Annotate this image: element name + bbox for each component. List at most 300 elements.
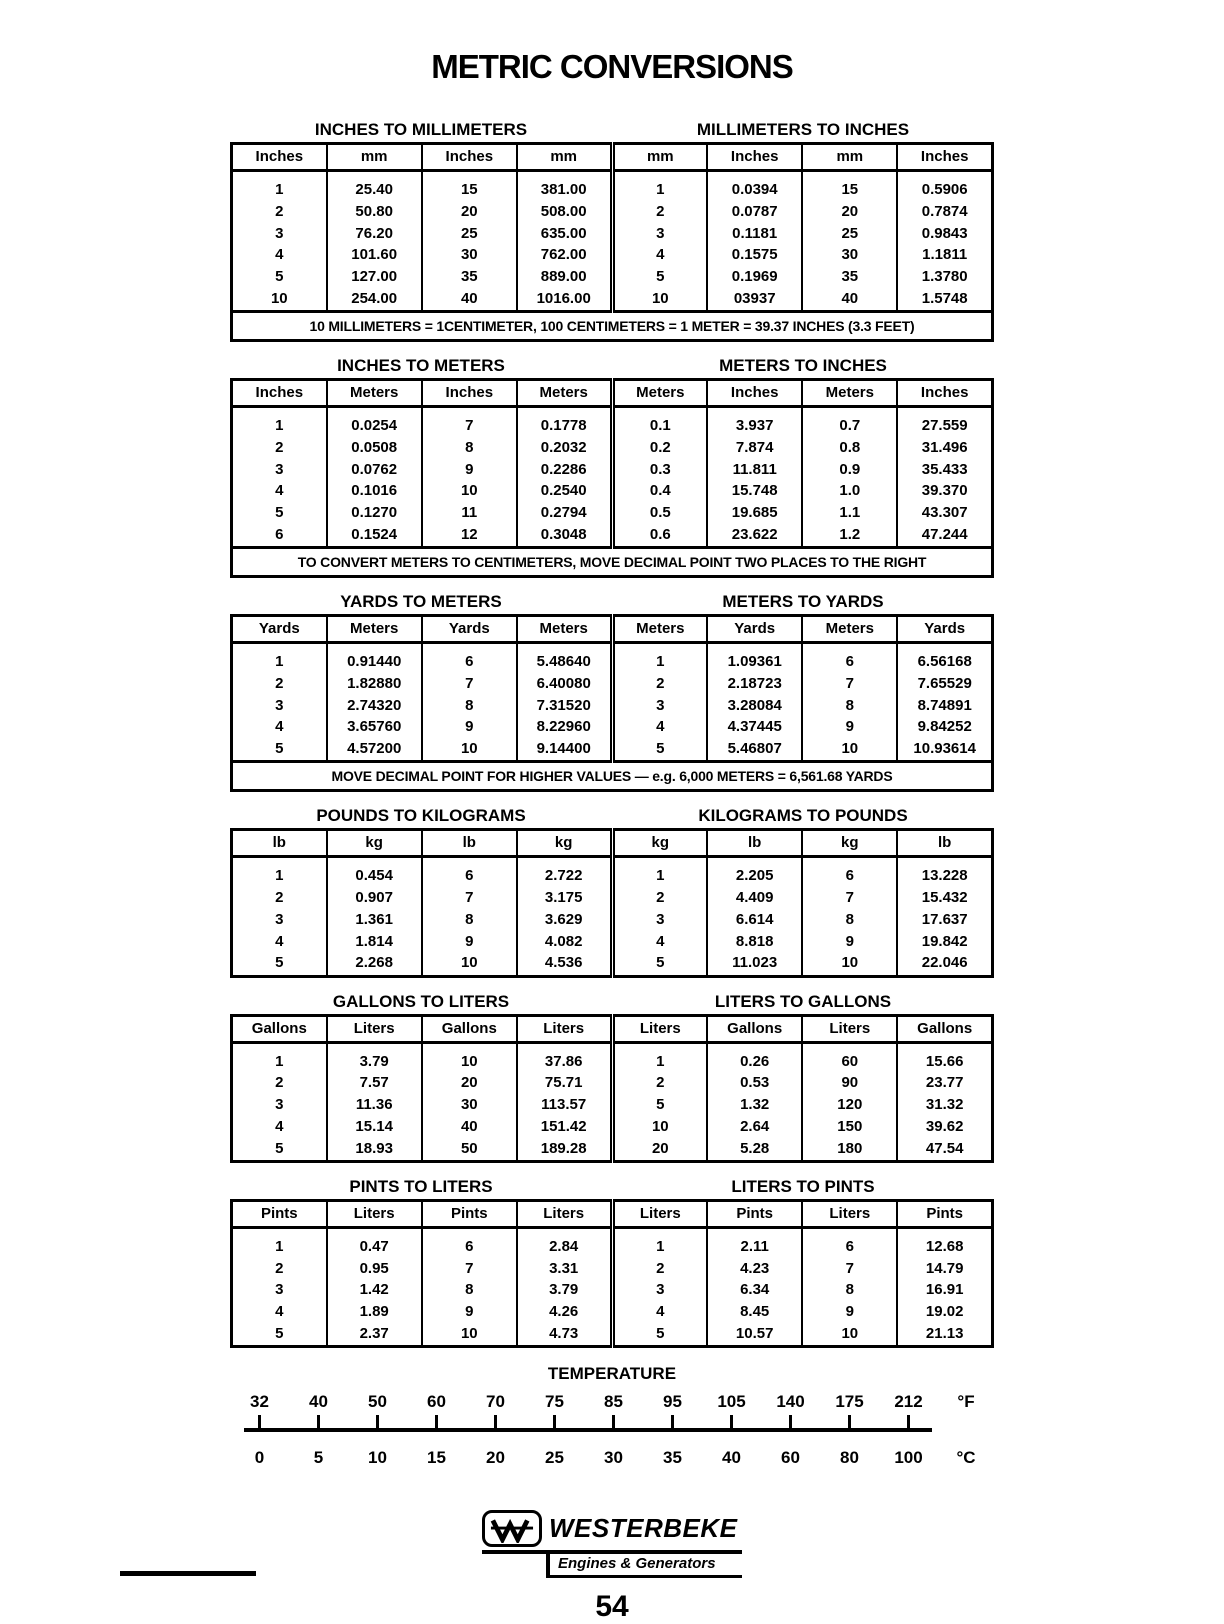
table-cell: 2.205 [707,857,802,888]
table-title-right: MILLIMETERS TO INCHES [696,120,910,139]
scale-spacer [938,1415,994,1428]
table-cell: 7.57 [327,1073,422,1095]
content-column [230,120,994,1624]
table-cell: 16.91 [897,1280,992,1302]
table-cell: 47.54 [897,1138,992,1161]
section-gallons-liters [230,992,994,1163]
column-header: Inches [232,380,327,407]
table-cell: 10 [422,739,517,762]
column-header: Liters [612,1015,707,1042]
table-cell: 47.244 [897,524,992,547]
temperature-value: 95 [663,1392,682,1411]
table-cell: 6 [802,1227,897,1258]
table-cell: 0.6 [612,524,707,547]
column-header: Meters [327,380,422,407]
table-cell: 5 [275,954,284,972]
table-cell: 1.814 [327,931,422,953]
table-cell: 15 [422,171,517,202]
temperature-scale-line [244,1428,932,1432]
table-cell: 30 [422,245,517,267]
table-row [232,524,993,547]
section-yards-meters [230,592,994,792]
table-title-right: METERS TO YARDS [722,592,884,611]
table-row [232,459,993,481]
table-cell: 1 [612,171,707,202]
table-row [232,1258,993,1280]
table-cell: 2 [275,202,284,220]
table-row [232,503,993,525]
table-cell: 10 [802,739,897,762]
table-row [232,1116,993,1138]
column-header: Pints [707,1200,802,1227]
table-cell: 6.56168 [897,643,992,674]
table-row [232,1280,993,1302]
table-cell: 3.629 [517,909,612,931]
table-cell: 0.1181 [707,223,802,245]
table-cell: 0.2 [612,437,707,459]
table-cell: 15.14 [327,1116,422,1138]
table-cell: 10 [802,1323,897,1346]
table-cell: 0.8 [802,437,897,459]
table-title-left: GALLONS TO LITERS [332,991,510,1011]
table-title-left: PINTS TO LITERS [349,1176,493,1196]
table-cell: 0.26 [707,1042,802,1073]
table-cell: 3.937 [707,407,802,438]
column-header: Gallons [897,1015,992,1042]
column-header: kg [612,830,707,857]
table-cell: 8 [422,1280,517,1302]
table-cell: 889.00 [517,267,612,289]
table-cell: 0.2540 [517,481,612,503]
column-header: kg [327,830,422,857]
table-cell: 2.74320 [327,695,422,717]
tick-cell [702,1415,761,1428]
table-cell: 6 [422,857,517,888]
table-cell: 50 [422,1138,517,1161]
table-title-left: INCHES TO MILLIMETERS [314,120,528,139]
table-cell: 1 [275,1052,284,1070]
table-cell: 3 [275,1096,284,1113]
table-row [232,1323,993,1346]
table-row [232,1095,993,1117]
section-inches-millimeters [230,120,994,342]
tick-cell [584,1415,643,1428]
column-header: Inches [897,380,992,407]
table-cell: 11.36 [327,1095,422,1117]
table-cell: 5 [275,268,284,285]
table-cell: 3 [275,224,284,242]
table-cell: 1.2 [802,524,897,547]
table-cell: 0.1016 [327,481,422,503]
temperature-value: 25 [545,1448,564,1467]
header-row [232,1200,993,1227]
table-cell: 5 [275,740,284,757]
scale-tick [258,1415,261,1428]
table-cell: 15.66 [897,1042,992,1073]
table-cell: 8.45 [707,1302,802,1324]
table-cell: 4 [275,1303,284,1320]
page-title: METRIC CONVERSIONS [431,48,793,85]
table-cell: 0.9843 [897,223,992,245]
table-cell: 9 [422,931,517,953]
table-cell: 15.432 [897,888,992,910]
table-cell: 151.42 [517,1116,612,1138]
table-cell: 120 [802,1095,897,1117]
table-row [232,245,993,267]
table-row [232,695,993,717]
brand-tagline-box [546,1554,742,1578]
table-row [232,171,993,202]
temperature-value: 30 [604,1448,623,1467]
table-cell: 20 [422,1073,517,1095]
table-title-left: POUNDS TO KILOGRAMS [316,806,526,826]
celsius-row [230,1448,994,1468]
column-header: Gallons [232,1015,327,1042]
fahrenheit-row [230,1392,994,1412]
table-cell: 8 [802,909,897,931]
table-cell: 90 [802,1073,897,1095]
column-header: mm [612,144,707,171]
scale-tick [494,1415,497,1428]
temperature-value: 10 [368,1448,387,1467]
temperature-section [230,1364,994,1468]
table-cell: 1.09361 [707,643,802,674]
table-cell: 1.5748 [897,288,992,311]
table-cell: 1.82880 [327,673,422,695]
table-cell: 10.57 [707,1323,802,1346]
table-cell: 5 [275,1139,284,1157]
scale-tick [907,1415,910,1428]
table-cell: 9 [802,1302,897,1324]
table-cell: 0.5 [612,503,707,525]
table-cell: 1 [275,417,284,434]
section-inches-meters [230,356,994,578]
temperature-value: 40 [309,1392,328,1411]
table-cell: 4 [612,245,707,267]
table-cell: 1 [612,857,707,888]
table-cell: 9 [422,717,517,739]
table-cell: 1016.00 [517,288,612,311]
table-cell: 21.13 [897,1323,992,1346]
table-cell: 9 [422,1302,517,1324]
table-cell: 1 [275,867,284,885]
scale-tick [671,1415,674,1428]
table-cell: 3.79 [327,1042,422,1073]
table-row [232,717,993,739]
table-cell: 8 [802,1280,897,1302]
table-cell: 5 [612,1323,707,1346]
tick-cell [348,1415,407,1428]
temperature-value: 105 [717,1392,746,1411]
table-row [232,288,993,311]
column-header: mm [802,144,897,171]
table-cell: 635.00 [517,223,612,245]
column-header: Gallons [422,1015,517,1042]
brand-top-row [482,1510,742,1554]
table-cell: 0.0508 [327,437,422,459]
column-header: Meters [802,616,897,643]
table-cell: 2 [275,889,284,906]
table-cell: 4 [275,246,284,264]
column-header: Inches [897,144,992,171]
table-cell: 0.3 [612,459,707,481]
header-row [232,380,993,407]
table-cell: 8.818 [707,931,802,953]
table-cell: 5 [612,953,707,976]
column-header: Inches [707,380,802,407]
table-cell: 4 [275,718,284,736]
table-cell: 1.1 [802,503,897,525]
table-cell: 40 [802,288,897,311]
table-cell: 0.1575 [707,245,802,267]
table-cell: 3 [612,223,707,245]
table-cell: 75.71 [517,1073,612,1095]
scale-spacer [938,1428,994,1432]
table-row [232,407,993,438]
conversion-table [230,142,994,313]
table-cell: 508.00 [517,201,612,223]
temperature-title: TEMPERATURE [547,1364,677,1383]
page-number: 54 [595,1590,629,1623]
table-cell: 19.842 [897,931,992,953]
table-cell: 12 [422,524,517,547]
table-row [232,1073,993,1095]
table-cell: 127.00 [327,267,422,289]
table-cell: 3 [612,1280,707,1302]
tick-cell [466,1415,525,1428]
table-cell: 7.31520 [517,695,612,717]
table-cell: 7 [422,673,517,695]
table-cell: 7 [802,1258,897,1280]
table-cell: 7.874 [707,437,802,459]
table-cell: 180 [802,1138,897,1161]
table-cell: 6 [802,857,897,888]
table-cell: 9 [802,717,897,739]
table-cell: 2 [612,1073,707,1095]
table-row [232,267,993,289]
table-cell: 2 [275,438,284,456]
tick-cell [643,1415,702,1428]
table-cell: 0.3048 [517,524,612,547]
table-cell: 23.622 [707,524,802,547]
column-header: Liters [517,1200,612,1227]
temperature-value: 100 [894,1448,923,1467]
column-header: Inches [422,144,517,171]
temperature-value: 70 [486,1392,505,1411]
table-cell: 0.1 [612,407,707,438]
table-cell: 9.84252 [897,717,992,739]
table-cell: 1.42 [327,1280,422,1302]
table-title-right: LITERS TO PINTS [731,1176,875,1196]
temperature-value: 40 [722,1448,741,1467]
table-cell: 5.46807 [707,739,802,762]
column-header: Meters [802,380,897,407]
table-cell: 0.1969 [707,267,802,289]
table-cell: 3.65760 [327,717,422,739]
conversion-table [230,1199,994,1348]
table-row [232,909,993,931]
table-cell: 2.268 [327,953,422,976]
table-cell: 4.73 [517,1323,612,1346]
table-cell: 1.3780 [897,267,992,289]
column-header: Liters [802,1200,897,1227]
table-cell: 7 [802,673,897,695]
column-header: Liters [517,1015,612,1042]
table-cell: 14.79 [897,1258,992,1280]
column-header: kg [517,830,612,857]
table-cell: 5.28 [707,1138,802,1161]
table-cell: 3 [275,460,284,478]
table-cell: 8 [422,437,517,459]
table-cell: 0.1270 [327,503,422,525]
conversion-table [230,614,994,763]
scale-ticks-row [230,1415,994,1428]
temperature-value: 0 [254,1448,265,1467]
table-cell: 7 [422,1258,517,1280]
table-cell: 11 [422,503,517,525]
scale-tick [435,1415,438,1428]
table-cell: 1.89 [327,1302,422,1324]
table-cell: 43.307 [897,503,992,525]
table-cell: 5 [612,1095,707,1117]
table-cell: 4.082 [517,931,612,953]
table-cell: 254.00 [327,288,422,311]
table-cell: 15 [802,171,897,202]
table-cell: 1 [612,643,707,674]
table-cell: 76.20 [327,223,422,245]
table-cell: 39.370 [897,481,992,503]
temperature-value: 15 [427,1448,446,1467]
table-cell: 1 [275,181,284,198]
column-header: Meters [612,616,707,643]
column-header: Inches [707,144,802,171]
table-row [232,1042,993,1073]
table-row [232,201,993,223]
table-cell: 8 [802,695,897,717]
table-cell: 0.454 [327,857,422,888]
scale-tick [553,1415,556,1428]
table-cell: 25 [422,223,517,245]
table-cell: 3.79 [517,1280,612,1302]
table-cell: 1.1811 [897,245,992,267]
tick-cell [820,1415,879,1428]
table-cell: 0.0394 [707,171,802,202]
table-cell: 30 [422,1095,517,1117]
table-title-right: KILOGRAMS TO POUNDS [698,806,908,826]
tick-cell [761,1415,820,1428]
table-cell: 0.91440 [327,643,422,674]
table-cell: 31.496 [897,437,992,459]
table-cell: 150 [802,1116,897,1138]
table-cell: 4 [275,932,284,950]
header-row [232,830,993,857]
table-cell: 2 [612,201,707,223]
table-cell: 35 [802,267,897,289]
table-cell: 0.2032 [517,437,612,459]
column-header: lb [897,830,992,857]
table-cell: 1 [612,1227,707,1258]
table-cell: 3 [275,910,284,928]
table-cell: 4 [612,1302,707,1324]
temperature-value: 35 [663,1448,682,1467]
westerbeke-logo [482,1510,742,1578]
table-cell: 0.2794 [517,503,612,525]
table-cell: 6.40080 [517,673,612,695]
temperature-value: 212 [894,1392,923,1411]
table-cell: 2.64 [707,1116,802,1138]
table-cell: 0.47 [327,1227,422,1258]
westerbeke-emblem-icon [482,1510,542,1547]
column-header: Yards [897,616,992,643]
table-cell: 6.34 [707,1280,802,1302]
table-cell: 6 [275,525,284,543]
table-cell: 5 [275,504,284,521]
column-header: Yards [707,616,802,643]
column-header: Meters [612,380,707,407]
column-header: Yards [422,616,517,643]
column-header: lb [232,830,327,857]
table-cell: 0.0254 [327,407,422,438]
table-cell: 35.433 [897,459,992,481]
table-cell: 6 [422,643,517,674]
table-cell: 2 [275,674,284,692]
scale-tick [730,1415,733,1428]
table-cell: 1 [275,653,284,670]
column-header: lb [422,830,517,857]
table-cell: 0.9 [802,459,897,481]
table-cell: 0.907 [327,888,422,910]
table-cell: 2 [275,1074,284,1092]
table-cell: 5 [275,1324,284,1342]
scale-tick [317,1415,320,1428]
table-cell: 4.536 [517,953,612,976]
table-cell: 9 [802,931,897,953]
table-cell: 10 [270,289,288,307]
table-cell: 10 [422,953,517,976]
column-header: Liters [802,1015,897,1042]
column-header: Meters [517,380,612,407]
table-cell: 2 [612,888,707,910]
table-cell: 4 [612,931,707,953]
table-cell: 8 [422,909,517,931]
table-cell: 4.57200 [327,739,422,762]
table-cell: 2 [612,673,707,695]
table-row [232,1302,993,1324]
table-cell: 2.84 [517,1227,612,1258]
table-cell: 19.685 [707,503,802,525]
section-pounds-kilograms [230,806,994,977]
table-cell: 0.95 [327,1258,422,1280]
table-cell: 4 [612,717,707,739]
table-cell: 10 [612,1116,707,1138]
tick-cell [289,1415,348,1428]
table-cell: 7 [802,888,897,910]
table-cell: 20 [802,201,897,223]
table-cell: 11.023 [707,953,802,976]
table-cell: 0.7 [802,407,897,438]
temperature-value: 80 [840,1448,859,1467]
table-cell: 3 [612,695,707,717]
column-header: Pints [897,1200,992,1227]
table-row [232,931,993,953]
table-cell: 4.37445 [707,717,802,739]
table-row [232,857,993,888]
table-cell: 11.811 [707,459,802,481]
table-cell: 1.0 [802,481,897,503]
table-cell: 9.14400 [517,739,612,762]
table-row [232,1138,993,1161]
section-pints-liters [230,1177,994,1348]
